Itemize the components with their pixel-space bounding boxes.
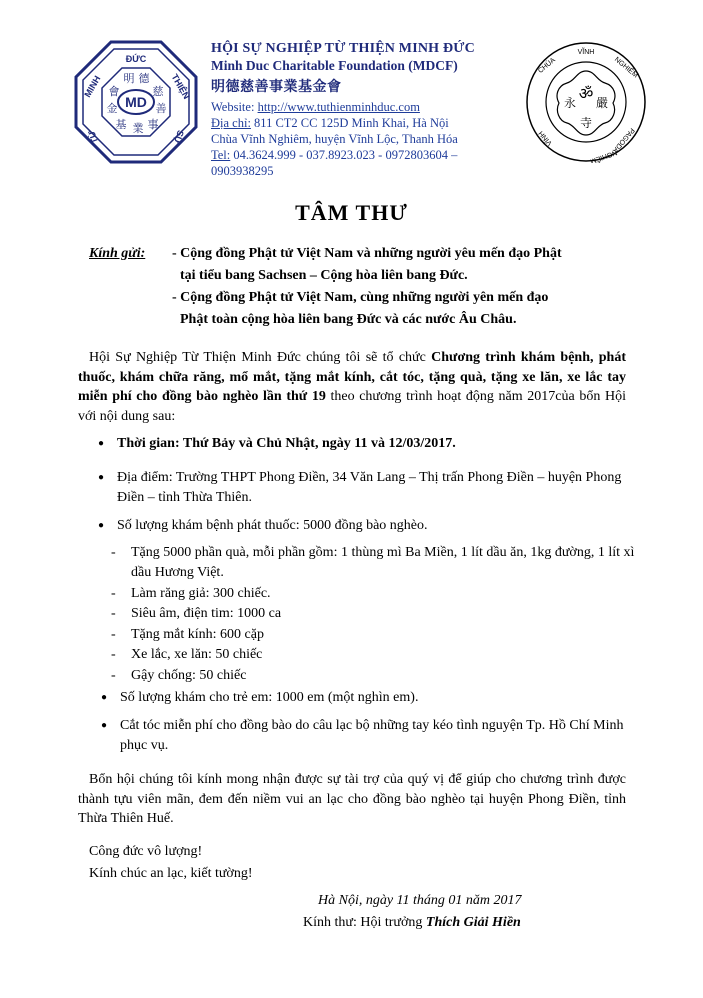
org-name: HỘI SỰ NGHIỆP TỪ THIỆN MINH ĐỨC xyxy=(211,41,475,56)
intro-part1: Hội Sự Nghiệp Từ Thiện Minh Đức chúng tôi sẽ tổ chức xyxy=(89,350,432,365)
bullet-icon: ● xyxy=(101,720,108,731)
website-link[interactable]: http://www.tuthienminhduc.com xyxy=(257,100,420,114)
sub-item-text: Tặng mắt kính: 600 cặp xyxy=(131,627,264,642)
dash-icon: - xyxy=(111,668,116,683)
intro-part2: theo chương trình hoạt động năm 2017của bổn Hội với nội dung sau: xyxy=(78,389,626,424)
bullet-icon: ● xyxy=(98,520,105,531)
sender-name: Thích Giải Hiền xyxy=(425,915,521,930)
bullet-haircut xyxy=(101,716,625,755)
dash-icon: - xyxy=(111,647,116,662)
bullet-place xyxy=(98,468,627,507)
bullet-time xyxy=(98,434,627,454)
recipient-line4: Phật toàn cộng hòa liên bang Đức và các nước Âu Châu. xyxy=(180,312,517,327)
bullet-time-text: Thời gian: Thứ Bảy và Chủ Nhật, ngày 11 và 12/03/2017. xyxy=(117,436,456,451)
logo-char: 會 xyxy=(108,85,120,98)
website-line xyxy=(211,99,511,115)
pagoda-logo xyxy=(525,41,647,163)
letter-title: TÂM THƯ xyxy=(295,200,408,225)
signature-date: Hà Nội, ngày 11 tháng 01 năm 2017 xyxy=(318,893,522,908)
logo-bottom-right-text: SỰ xyxy=(171,128,186,146)
phone-numbers-2: 0903938295 xyxy=(211,164,274,178)
logo-center-text: MD xyxy=(125,94,147,110)
logo-char: 金 xyxy=(106,102,118,115)
bullet-icon: ● xyxy=(98,438,105,449)
dash-icon: - xyxy=(111,586,116,601)
address-line xyxy=(211,115,511,131)
recipients-label: Kính gửi: xyxy=(89,246,146,261)
seal-bottom-left-text: VĨNH xyxy=(537,129,554,147)
bullet-haircut-text: Cắt tóc miễn phí cho đồng bào do câu lạc bộ những tay kéo tình nguyện Tp. Hồ Chí Minh phục vụ. xyxy=(120,718,624,753)
recipient-line1: - Cộng đồng Phật tử Việt Nam và những người yêu mến đạo Phật xyxy=(172,246,562,261)
logo-top-text: ĐỨC xyxy=(125,54,147,64)
sender-prefix: Kính thư: Hội trưởng xyxy=(303,915,426,930)
seal-char: 寺 xyxy=(579,116,593,130)
logo-char: 慈 xyxy=(152,85,164,98)
om-symbol-icon: ॐ xyxy=(578,84,594,103)
seal-char: 永 xyxy=(563,96,577,110)
website-label: Website: xyxy=(211,100,255,114)
logo-char: 明 xyxy=(123,72,135,85)
seal-char: 嚴 xyxy=(595,96,609,110)
contact-block xyxy=(211,99,511,179)
intro-bold: Chương trình khám bệnh, phát thuốc, khám chữa răng, mổ mắt, tặng mắt kính, cắt tóc, tặng quà, tặng xe lăn, xe lắc tay miễn phí cho đồng bào nghèo lần thứ 19 xyxy=(78,350,627,404)
sub-item-text: Xe lắc, xe lăn: 50 chiếc xyxy=(131,647,263,662)
foundation-logo xyxy=(74,40,198,164)
logo-char: 事 xyxy=(147,118,159,131)
phone-numbers: 04.3624.999 - 037.8923.023 - 0972803604 – xyxy=(233,148,458,162)
address-label: Địa chỉ: xyxy=(211,116,251,130)
recipient-line2: tại tiểu bang Sachsen – Cộng hòa liên bang Đức. xyxy=(180,268,468,283)
org-name-cn: 明德慈善事業基金會 xyxy=(211,80,342,95)
closing-paragraph: Bổn hội chúng tôi kính mong nhận được sự tài trợ của quý vị để giúp cho chương trình được thành tựu viên mãn, đem đến niềm vui an lạc cho đồng bào nghèo tại huyện Phong Điền, tỉnh Thừa Thiên Huế. xyxy=(78,772,626,826)
address-line2: Chùa Vĩnh Nghiêm, huyện Vĩnh Lộc, Thanh Hóa xyxy=(211,132,458,146)
logo-right-text: THIỆN xyxy=(169,72,192,101)
logo-char: 業 xyxy=(132,122,144,135)
logo-char: 德 xyxy=(138,72,150,85)
seal-right-text: NGHIÊM xyxy=(612,56,639,80)
logo-char: 基 xyxy=(115,118,127,131)
seal-bottom-right-text: NGHIÊM xyxy=(589,148,618,163)
sub-item xyxy=(111,543,641,582)
sub-item xyxy=(111,666,247,686)
dash-icon: - xyxy=(111,606,116,621)
dash-icon: - xyxy=(111,627,116,642)
sub-item xyxy=(111,584,271,604)
blessing-2: Kính chúc an lạc, kiết tường! xyxy=(89,866,253,881)
logo-bottom-left-text: TỪ xyxy=(86,129,101,145)
sub-item xyxy=(111,645,263,665)
bullet-children-text: Số lượng khám cho trẻ em: 1000 em (một nghìn em). xyxy=(120,690,419,705)
bullet-children xyxy=(101,688,630,708)
logo-char: 善 xyxy=(155,102,167,115)
bullet-patients xyxy=(98,516,627,536)
org-name-en: Minh Duc Charitable Foundation (MDCF) xyxy=(211,58,458,73)
sub-item xyxy=(111,604,282,624)
dash-icon: - xyxy=(111,545,116,560)
sub-item-text: Tặng 5000 phần quà, mỗi phần gồm: 1 thùng mì Ba Miền, 1 lít dầu ăn, 1kg đường, 1 lít xì dầu Hương Việt. xyxy=(131,545,635,580)
blessing-1: Công đức vô lượng! xyxy=(89,844,203,859)
sub-item-text: Làm răng giả: 300 chiếc. xyxy=(131,586,271,601)
bullet-patients-text: Số lượng khám bệnh phát thuốc: 5000 đồng bào nghèo. xyxy=(117,518,428,533)
sub-item-text: Siêu âm, điện tim: 1000 ca xyxy=(131,606,282,621)
phone-line xyxy=(211,147,511,163)
sub-item-text: Gậy chống: 50 chiếc xyxy=(131,668,247,683)
recipient-line3: - Cộng đồng Phật tử Việt Nam, cùng những người yên mến đạo xyxy=(172,290,549,305)
signature-sender xyxy=(303,913,521,933)
bullet-icon: ● xyxy=(98,472,105,483)
seal-left-text: CHÙA xyxy=(537,56,557,75)
bullet-place-text: Địa điểm: Trường THPT Phong Điền, 34 Văn Lang – Thị trấn Phong Điền – huyện Phong Điền – tỉnh Thừa Thiên. xyxy=(117,470,622,505)
phone-label: Tel: xyxy=(211,148,231,162)
intro-paragraph xyxy=(78,348,626,426)
seal-top-text: VĨNH xyxy=(577,49,595,56)
seal-bottom-text: PAGODA xyxy=(611,126,636,154)
address-line1: 811 CT2 CC 125D Minh Khai, Hà Nội xyxy=(254,116,449,130)
sub-item xyxy=(111,625,264,645)
logo-left-text: MINH xyxy=(82,74,103,99)
bullet-icon: ● xyxy=(101,692,108,703)
